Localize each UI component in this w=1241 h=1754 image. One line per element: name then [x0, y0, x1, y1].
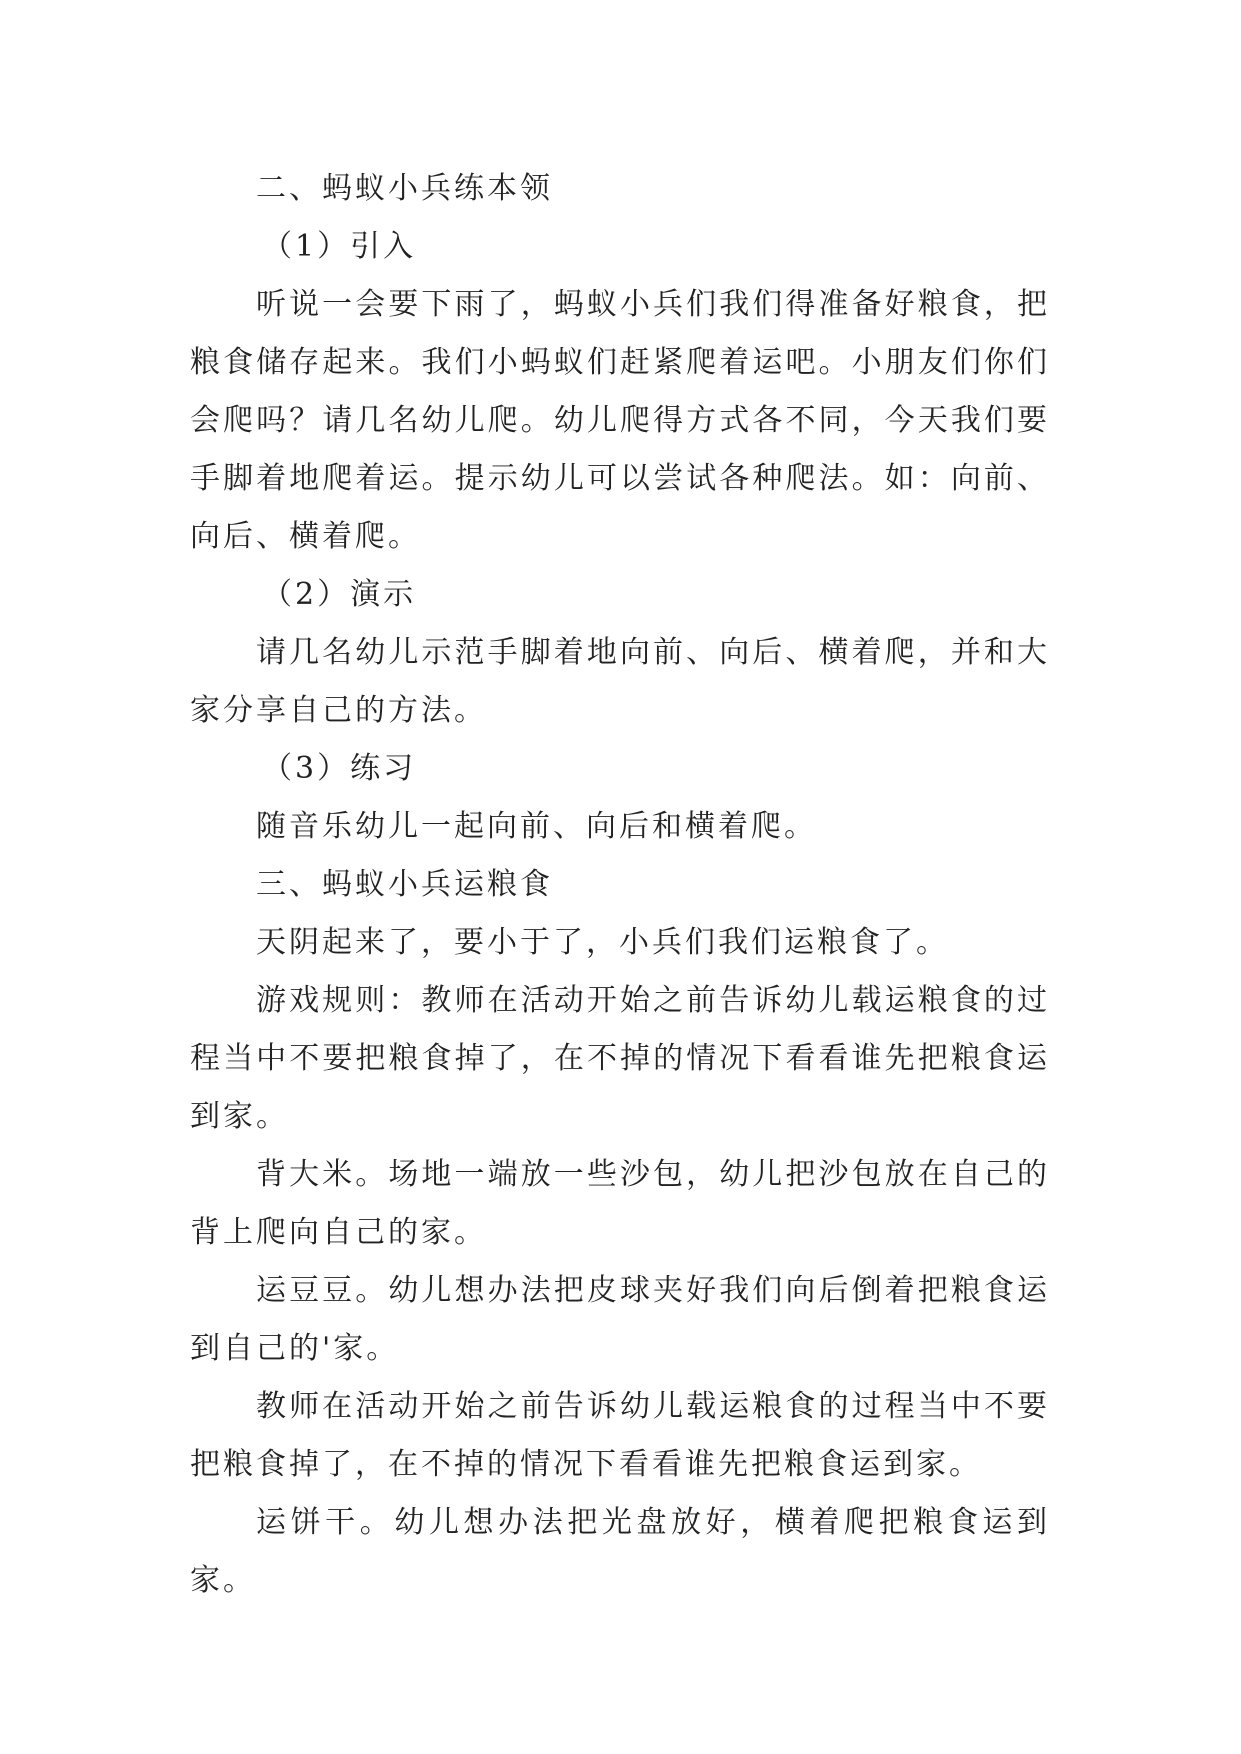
paragraph-carry-rice: 背大米。场地一端放一些沙包，幼儿把沙包放在自己的背上爬向自己的家。 — [190, 1157, 1050, 1250]
paragraph-intro: 听说一会要下雨了，蚂蚁小兵们我们得准备好粮食，把粮食储存起来。我们小蚂蚁们赶紧爬着运吧。小朋友们你们会爬吗？请几名幼儿爬。幼儿爬得方式各不同，今天我们要手脚着地爬着运。提示幼儿可以尝试各种爬法。如：向前、向后、横着爬。 — [190, 287, 1050, 554]
paragraph-carry-beans: 运豆豆。幼儿想办法把皮球夹好我们向后倒着把粮食运到自己的'家。 — [190, 1273, 1050, 1366]
subheading-intro: （1）引入 — [262, 229, 417, 264]
document-body — [190, 160, 1050, 1610]
section-heading-3: 三、蚂蚁小兵运粮食 — [256, 867, 553, 902]
paragraph-carry-biscuits: 运饼干。幼儿想办法把光盘放好，横着爬把粮食运到家。 — [190, 1505, 1050, 1598]
subheading-demo: （2）演示 — [262, 577, 417, 612]
paragraph-practice: 随音乐幼儿一起向前、向后和横着爬。 — [256, 809, 817, 844]
section-heading-2: 二、蚂蚁小兵练本领 — [256, 171, 553, 206]
paragraph-teacher-note: 教师在活动开始之前告诉幼儿载运粮食的过程当中不要把粮食掉了，在不掉的情况下看看谁先把粮食运到家。 — [190, 1389, 1050, 1482]
paragraph-weather: 天阴起来了，要小于了，小兵们我们运粮食了。 — [256, 925, 949, 960]
paragraph-demo: 请几名幼儿示范手脚着地向前、向后、横着爬，并和大家分享自己的方法。 — [190, 635, 1050, 728]
paragraph-game-rules: 游戏规则：教师在活动开始之前告诉幼儿载运粮食的过程当中不要把粮食掉了，在不掉的情况下看看谁先把粮食运到家。 — [190, 983, 1050, 1134]
subheading-practice: （3）练习 — [262, 751, 417, 786]
